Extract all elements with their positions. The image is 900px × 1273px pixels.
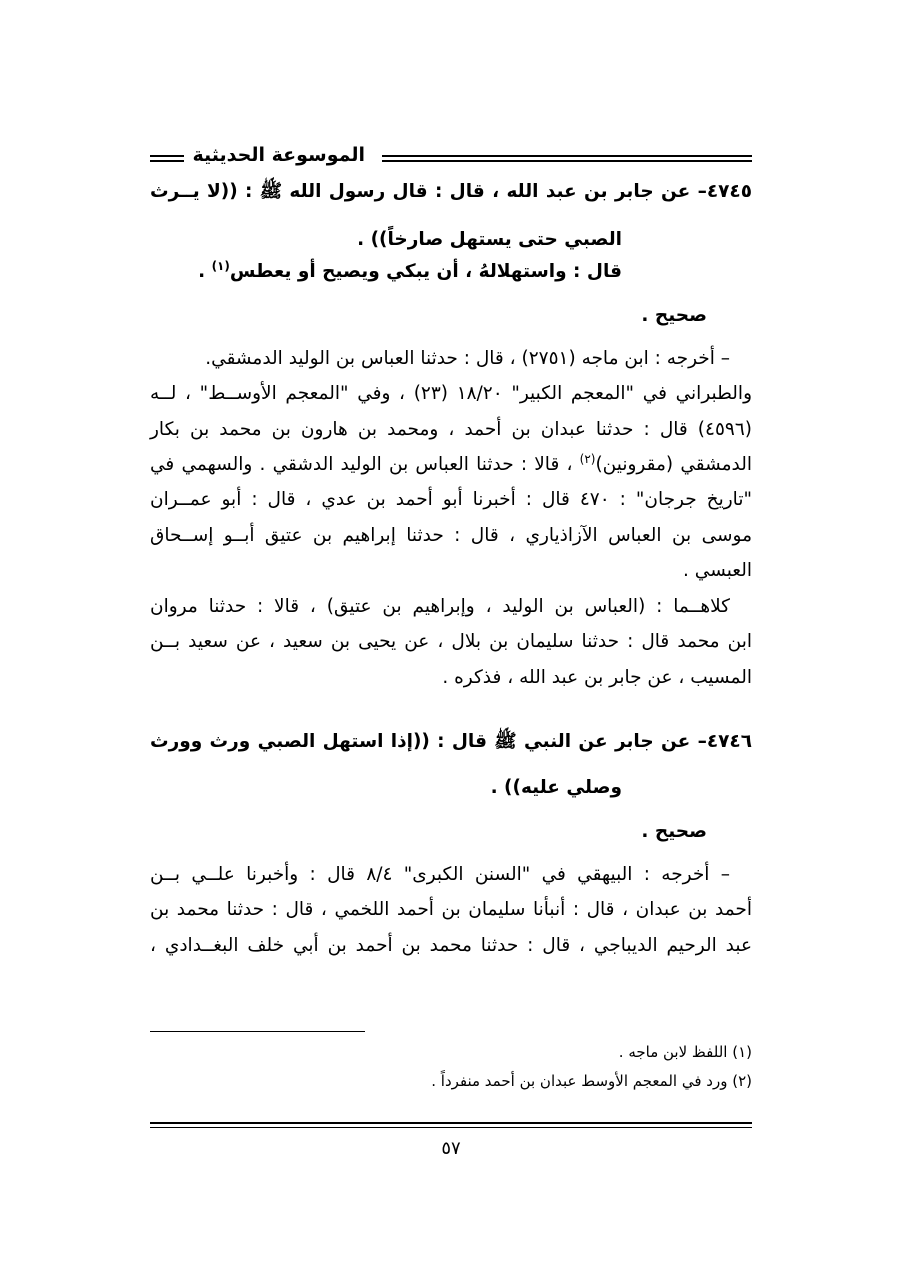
takhrij-2-line-2: أحمد بن عبدان ، قال : أنبأنا سليمان بن أحمد اللخمي ، قال : حدثنا محمد بن (150, 899, 752, 920)
hadith-4745-line-3-text: قال : واستهلالهُ ، أن يبكي ويصيح أو يعطس (229, 261, 622, 282)
takhrij-2-line-1: – أخرجه : البيهقي في "السنن الكبرى" ٨/٤ قال : وأخبرنا علــي بــن (150, 864, 730, 885)
header-title: الموسوعة الحديثية (192, 144, 365, 166)
takhrij-2-line-3: عبد الرحيم الديباجي ، قال : حدثنا محمد بن أحمد بن أبي خلف البغــدادي ، (150, 935, 752, 956)
takhrij-1-line-7: العبسي . (683, 560, 752, 581)
takhrij-1-line-5: "تاريخ جرجان" : ٤٧٠ قال : أخبرنا أبو أحمد بن عدي ، قال : أبو عمــران (150, 489, 752, 510)
takhrij-1-line-2: والطبراني في "المعجم الكبير" ١٨/٢٠ (٢٣) ، وفي "المعجم الأوســط" ، لــه (150, 383, 752, 404)
grade-label-1: صحيح . (641, 305, 707, 326)
takhrij-1-line-1: – أخرجه : ابن ماجه (٢٧٥١) ، قال : حدثنا العباس بن الوليد الدمشقي. (205, 348, 730, 369)
footnote-2: (٢) ورد في المعجم الأوسط عبدان بن أحمد منفرداً . (431, 1072, 752, 1090)
footer-rule (150, 1122, 752, 1128)
takhrij-1-line-3: (٤٥٩٦) قال : حدثنا عبدان بن أحمد ، ومحمد بن هارون بن محمد بن بكار (150, 419, 752, 440)
page-number: ٥٧ (441, 1138, 461, 1159)
footnote-separator (150, 1031, 365, 1032)
running-header (150, 138, 752, 178)
grade-label-2: صحيح . (641, 821, 707, 842)
header-rule-left (150, 155, 184, 162)
hadith-4746-line-1: ٤٧٤٦– عن جابر عن النبي ﷺ قال : ((إذا استهل الصبي ورث وورث (150, 731, 752, 752)
hadith-4745-line-2: الصبي حتى يستهل صارخاً)) . (357, 229, 622, 250)
hadith-4745-line-3-end: . (198, 261, 212, 282)
hadith-4745-line-1: ٤٧٤٥– عن جابر بن عبد الله ، قال : قال رسول الله ﷺ : ((لا يــرث (150, 181, 752, 202)
takhrij-1b-line-1: كلاهــما : (العباس بن الوليد ، وإبراهيم بن عتيق) ، قالا : حدثنا مروان (150, 596, 730, 617)
takhrij-1-line-6: موسى بن العباس الآزاذياري ، قال : حدثنا إبراهيم بن عتيق أبــو إســحاق (150, 525, 752, 546)
takhrij-1b-line-2: ابن محمد قال : حدثنا سليمان بن بلال ، عن يحيى بن سعيد ، عن سعيد بــن (150, 631, 752, 652)
takhrij-1b-line-3: المسيب ، عن جابر بن عبد الله ، فذكره . (442, 667, 752, 688)
hadith-4746-line-2: وصلي عليه)) . (490, 777, 622, 798)
footnote-ref-1: (١) (211, 258, 230, 273)
hadith-4745-line-3 (150, 258, 622, 286)
header-rule-right (382, 155, 752, 162)
takhrij-1-line-4 (150, 451, 752, 479)
takhrij-1-line-4-start: الدمشقي (مقرونين) (595, 454, 752, 475)
takhrij-1-line-4-end: ، قالا : حدثنا العباس بن الوليد الدشقي . والسهمي في (150, 454, 580, 475)
footnote-ref-2: (٢) (579, 451, 596, 466)
footnote-1: (١) اللفظ لابن ماجه . (618, 1043, 752, 1061)
